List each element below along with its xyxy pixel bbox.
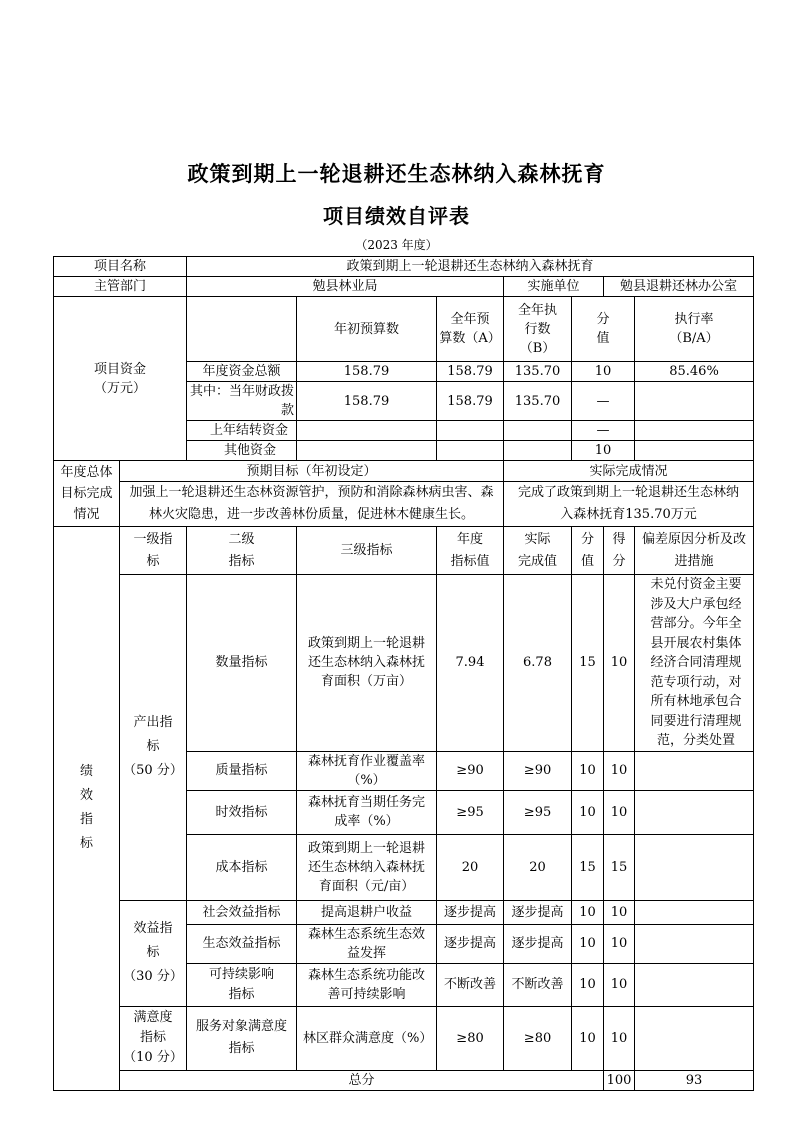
perf-row-actual: 20 — [504, 834, 572, 900]
perf-row-score: 10 — [604, 963, 635, 1006]
perf-row-score-value: 15 — [572, 834, 604, 900]
perf-row-actual: ≥90 — [504, 751, 572, 790]
funds-row-label: 其中：当年财政拨款 — [187, 382, 297, 421]
total-value: 100 — [604, 1070, 635, 1090]
perf-row-l3: 提高退耕户收益 — [297, 900, 437, 924]
perf-row-target: ≥95 — [437, 790, 504, 834]
perf-row-actual: ≥95 — [504, 790, 572, 834]
funds-row-score-value: 10 — [572, 362, 635, 382]
funds-row-rate: 85.46% — [635, 362, 754, 382]
funds-row-budget: 158.79 — [297, 382, 437, 421]
benefit-label: 效益指 标 （30 分） — [120, 900, 187, 1006]
perf-col-actual: 实际 完成值 — [504, 527, 572, 575]
funds-row-score-value: 10 — [572, 441, 635, 461]
perf-header-row — [54, 527, 754, 575]
perf-row-reason — [635, 963, 754, 1006]
perf-row-score-value: 15 — [572, 575, 604, 752]
perf-row-l2: 数量指标 — [187, 575, 297, 752]
funds-col-annual: 全年预 算数（A） — [437, 297, 504, 362]
perf-row-actual: 逐步提高 — [504, 900, 572, 924]
document-title: 政策到期上一轮退耕还生态林纳入森林抚育 — [187, 161, 606, 186]
perf-row-l2: 质量指标 — [187, 751, 297, 790]
dept-value: 勉县林业局 — [187, 277, 504, 297]
perf-row-l3: 森林生态系统功能改善可持续影响 — [297, 963, 437, 1006]
perf-row-score-value: 10 — [572, 900, 604, 924]
dept-label: 主管部门 — [54, 277, 187, 297]
perf-row-l2: 时效指标 — [187, 790, 297, 834]
perf-row-score: 10 — [604, 790, 635, 834]
funds-row-score-value: — — [572, 382, 635, 421]
funds-col-score-value: 分 值 — [572, 297, 635, 362]
funds-row-exec: 135.70 — [504, 362, 572, 382]
perf-row-score-value: 10 — [572, 924, 604, 963]
perf-row-reason — [635, 900, 754, 924]
funds-row-label: 其他资金 — [187, 441, 297, 461]
funds-row-rate — [635, 441, 754, 461]
perf-row — [54, 575, 754, 752]
perf-row-l3: 森林抚育当期任务完成率（%） — [297, 790, 437, 834]
perf-row-reason — [635, 751, 754, 790]
output-label: 产出指 标 （50 分） — [120, 575, 187, 901]
perf-row-score-value: 10 — [572, 1006, 604, 1070]
perf-row-actual: 逐步提高 — [504, 924, 572, 963]
perf-row-l2: 社会效益指标 — [187, 900, 297, 924]
funds-row-label: 年度资金总额 — [187, 362, 297, 382]
perf-label: 绩 效 指 标 — [54, 527, 120, 1091]
perf-col-score: 得 分 — [604, 527, 635, 575]
perf-row-reason — [635, 1006, 754, 1070]
perf-col-target: 年度 指标值 — [437, 527, 504, 575]
goals-label: 年度总体 目标完成 情况 — [54, 461, 120, 527]
funds-col-rate: 执行率 （B/A） — [635, 297, 754, 362]
funds-row-annual — [437, 441, 504, 461]
perf-row-score-value: 10 — [572, 751, 604, 790]
funds-label: 项目资金 （万元） — [54, 297, 187, 461]
perf-row-score-value: 10 — [572, 963, 604, 1006]
perf-row-l2: 可持续影响 指标 — [187, 963, 297, 1006]
funds-col-budget: 年初预算数 — [297, 297, 437, 362]
perf-row-score: 15 — [604, 834, 635, 900]
perf-row-target: 逐步提高 — [437, 924, 504, 963]
perf-row-score: 10 — [604, 900, 635, 924]
perf-col-score-value: 分 值 — [572, 527, 604, 575]
perf-row-score: 10 — [604, 924, 635, 963]
impl-value: 勉县退耕还林办公室 — [604, 277, 754, 297]
funds-blank — [187, 297, 297, 362]
perf-row-l3: 政策到期上一轮退耕还生态林纳入森林抚育面积（万亩） — [297, 575, 437, 752]
perf-row-reason: 未兑付资金主要涉及大户承包经营部分。今年全县开展农村集体经济合同清理规范专项行动，对所有林地承包合同要进行清理规范，分类处置 — [635, 575, 754, 752]
perf-row — [54, 1006, 754, 1070]
perf-row-score-value: 10 — [572, 790, 604, 834]
department-row — [54, 277, 754, 297]
perf-row-l3: 林区群众满意度（%） — [297, 1006, 437, 1070]
funds-row-annual: 158.79 — [437, 382, 504, 421]
funds-row-label: 上年结转资金 — [187, 421, 297, 441]
funds-row-rate — [635, 421, 754, 441]
funds-row-score-value: — — [572, 421, 635, 441]
goals-header-row — [54, 461, 754, 482]
funds-row-annual: 158.79 — [437, 362, 504, 382]
perf-col-l3: 三级指标 — [297, 527, 437, 575]
goals-actual-text: 完成了政策到期上一轮退耕还生态林纳入森林抚育135.70万元 — [504, 482, 754, 527]
year-label: （2023 年度） — [355, 238, 438, 252]
total-row — [54, 1070, 754, 1090]
funds-row-budget: 158.79 — [297, 362, 437, 382]
self-evaluation-table — [53, 256, 754, 1091]
funds-col-exec: 全年执 行数 （B） — [504, 297, 572, 362]
funds-header-row — [54, 297, 754, 362]
perf-row — [54, 900, 754, 924]
funds-row-rate — [635, 382, 754, 421]
perf-row-target: 逐步提高 — [437, 900, 504, 924]
total-score: 93 — [635, 1070, 754, 1090]
perf-row-l2: 服务对象满意度 指标 — [187, 1006, 297, 1070]
funds-row-exec — [504, 441, 572, 461]
perf-row-score: 10 — [604, 575, 635, 752]
perf-row-target: ≥90 — [437, 751, 504, 790]
project-name-label: 项目名称 — [54, 257, 187, 277]
perf-row-reason — [635, 834, 754, 900]
total-label: 总分 — [120, 1070, 604, 1090]
goals-content-row — [54, 482, 754, 527]
perf-row-l3: 政策到期上一轮退耕还生态林纳入森林抚育面积（元/亩） — [297, 834, 437, 900]
perf-row-target: 7.94 — [437, 575, 504, 752]
perf-row-l3: 森林抚育作业覆盖率（%） — [297, 751, 437, 790]
satisfaction-label: 满意度 指标 （10 分） — [120, 1006, 187, 1070]
perf-row-target: ≥80 — [437, 1006, 504, 1070]
perf-col-l2: 二级 指标 — [187, 527, 297, 575]
funds-row-exec: 135.70 — [504, 382, 572, 421]
funds-row-budget — [297, 441, 437, 461]
perf-row-l2: 生态效益指标 — [187, 924, 297, 963]
perf-row-reason — [635, 924, 754, 963]
goals-actual-label: 实际完成情况 — [504, 461, 754, 482]
perf-row-score: 10 — [604, 1006, 635, 1070]
perf-row-actual: ≥80 — [504, 1006, 572, 1070]
project-name-value: 政策到期上一轮退耕还生态林纳入森林抚育 — [187, 257, 754, 277]
goals-expected-label: 预期目标（年初设定） — [120, 461, 504, 482]
perf-row-target: 20 — [437, 834, 504, 900]
perf-row-actual: 不断改善 — [504, 963, 572, 1006]
perf-row-reason — [635, 790, 754, 834]
perf-row-target: 不断改善 — [437, 963, 504, 1006]
funds-row-exec — [504, 421, 572, 441]
project-name-row — [54, 257, 754, 277]
impl-label: 实施单位 — [504, 277, 604, 297]
perf-col-l1: 一级指 标 — [120, 527, 187, 575]
document-subtitle: 项目绩效自评表 — [323, 204, 470, 228]
perf-row-l3: 森林生态系统生态效益发挥 — [297, 924, 437, 963]
goals-expected-text: 加强上一轮退耕还生态林资源管护，预防和消除森林病虫害、森林火灾隐患，进一步改善林份质量，促进林木健康生长。 — [120, 482, 504, 527]
perf-row-l2: 成本指标 — [187, 834, 297, 900]
funds-row-annual — [437, 421, 504, 441]
perf-row-actual: 6.78 — [504, 575, 572, 752]
funds-row-budget — [297, 421, 437, 441]
perf-col-reason: 偏差原因分析及改 进措施 — [635, 527, 754, 575]
perf-row-score: 10 — [604, 751, 635, 790]
